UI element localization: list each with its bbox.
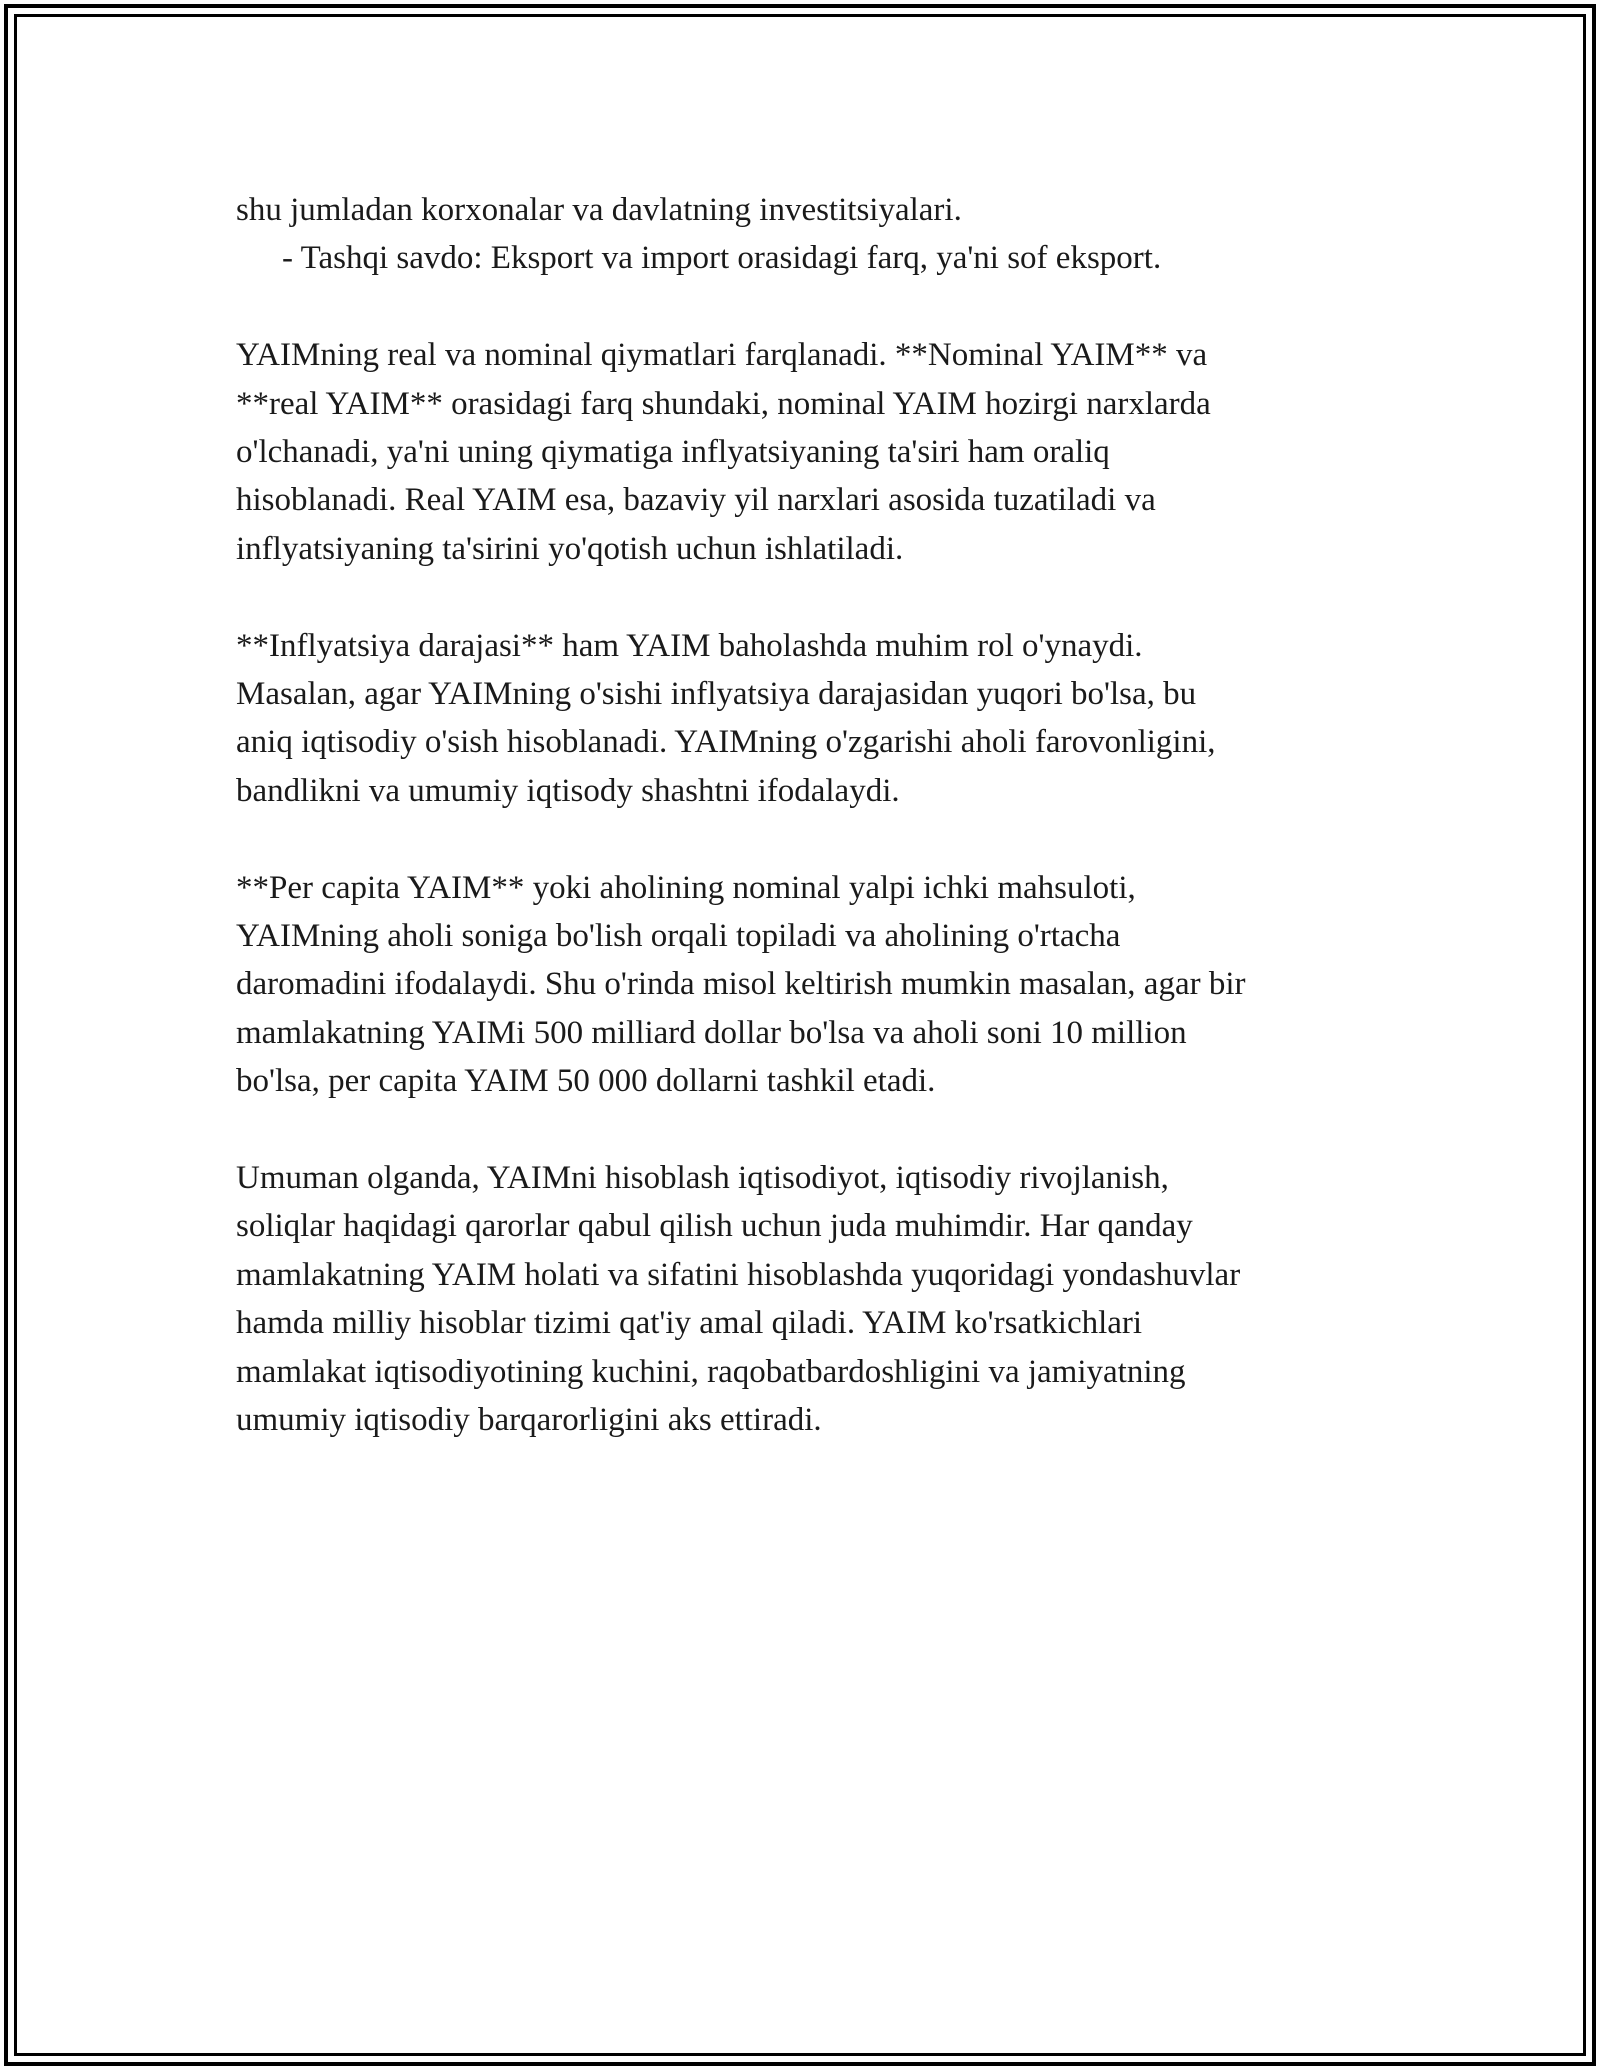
paragraph-conclusion: [236, 1154, 1396, 1444]
text-line: YAIMning real va nominal qiymatlari farqlanadi. **Nominal YAIM** va: [236, 337, 1208, 374]
text-line: mamlakatning YAIMi 500 milliard dollar bo'lsa va aholi soni 10 million: [236, 1014, 1187, 1051]
text-line: hisoblanadi. Real YAIM esa, bazaviy yil narxlari asosida tuzatiladi va: [236, 482, 1156, 519]
text-line: umumiy iqtisodiy barqarorligini aks ettiradi.: [236, 1402, 822, 1439]
text-line: hamda milliy hisoblar tizimi qat'iy amal qiladi. YAIM ko'rsatkichlari: [236, 1305, 1143, 1342]
paragraph-gap: [236, 1106, 1396, 1154]
text-line: mamlakat iqtisodiyotining kuchini, raqobatbardoshligini va jamiyatning: [236, 1353, 1186, 1390]
document-body: [236, 186, 1396, 1445]
text-line: soliqlar haqidagi qarorlar qabul qilish uchun juda muhimdir. Har qanday: [236, 1208, 1193, 1245]
text-line: **Inflyatsiya darajasi** ham YAIM baholashda muhim rol o'ynaydi.: [236, 627, 1143, 664]
text-line: shu jumladan korxonalar va davlatning investitsiyalari.: [236, 192, 962, 228]
text-line: bandlikni va umumiy iqtisody shashtni ifodalaydi.: [236, 772, 900, 809]
text-line: aniq iqtisodiy o'sish hisoblanadi. YAIMning o'zgarishi aholi farovonligini,: [236, 724, 1216, 761]
paragraph-per-capita: [236, 864, 1396, 1106]
text-line: Umuman olganda, YAIMni hisoblash iqtisodiyot, iqtisodiy rivojlanish,: [236, 1160, 1169, 1197]
list-item-external-trade: - Tashqi savdo: Eksport va import orasidagi farq, ya'ni sof eksport.: [282, 240, 1162, 277]
text-line: Masalan, agar YAIMning o'sishi inflyatsiya darajasidan yuqori bo'lsa, bu: [236, 676, 1197, 713]
text-line: **Per capita YAIM** yoki aholining nominal yalpi ichki mahsuloti,: [236, 869, 1136, 906]
text-line: **real YAIM** orasidagi farq shundaki, nominal YAIM hozirgi narxlarda: [236, 385, 1211, 422]
paragraph-gap: [236, 815, 1396, 863]
paragraph-investments-and-trade: [236, 186, 1396, 283]
text-line: inflyatsiyaning ta'sirini yo'qotish uchun ishlatiladi.: [236, 530, 904, 567]
text-line: YAIMning aholi soniga bo'lish orqali topiladi va aholining o'rtacha: [236, 918, 1121, 955]
paragraph-gap: [236, 283, 1396, 331]
paragraph-real-vs-nominal: [236, 331, 1396, 573]
text-line: o'lchanadi, ya'ni uning qiymatiga inflyatsiyaning ta'siri ham oraliq: [236, 434, 1110, 471]
text-line: bo'lsa, per capita YAIM 50 000 dollarni tashkil etadi.: [236, 1063, 936, 1100]
text-line: daromadini ifodalaydi. Shu o'rinda misol keltirish mumkin masalan, agar bir: [236, 966, 1246, 1003]
paragraph-gap: [236, 573, 1396, 621]
text-line: mamlakatning YAIM holati va sifatini hisoblashda yuqoridagi yondashuvlar: [236, 1256, 1241, 1293]
paragraph-inflation-rate: [236, 622, 1396, 816]
